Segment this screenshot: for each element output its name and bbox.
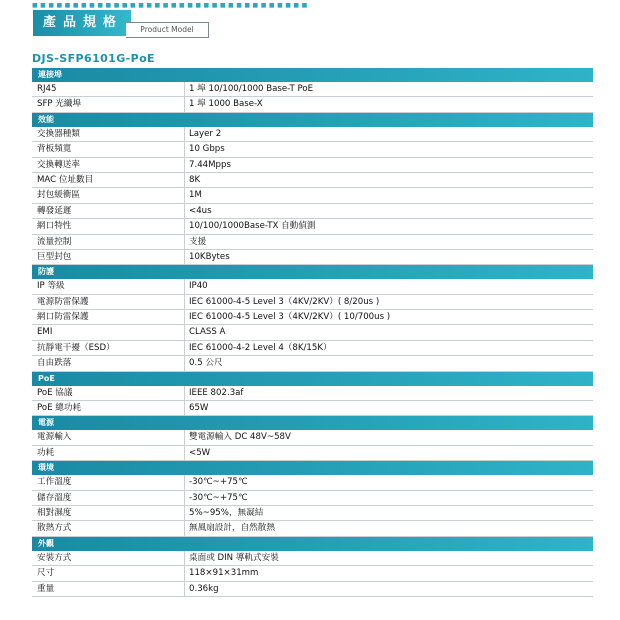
spec-row xyxy=(32,219,593,234)
spec-value: 65W xyxy=(189,403,209,414)
spec-row xyxy=(32,204,593,219)
spec-label: 儲存溫度 xyxy=(37,492,72,503)
column-divider xyxy=(184,127,185,141)
spec-label: 交換器種類 xyxy=(37,128,80,139)
section-header: 連接埠 xyxy=(32,68,593,82)
spec-row xyxy=(32,142,593,157)
spec-label: 電源防雷保護 xyxy=(37,296,89,307)
column-divider xyxy=(184,401,185,415)
spec-label: 散熱方式 xyxy=(37,523,72,534)
spec-label: 背板頻寬 xyxy=(37,144,72,155)
spec-row xyxy=(32,188,593,203)
column-divider xyxy=(184,551,185,565)
spec-row xyxy=(32,430,593,445)
spec-value: 0.36kg xyxy=(189,583,219,594)
spec-label: 重量 xyxy=(37,583,55,594)
model-name: DJS-SFP6101G-PoE xyxy=(32,52,155,65)
column-divider xyxy=(184,582,185,596)
spec-row xyxy=(32,127,593,142)
spec-value: Layer 2 xyxy=(189,128,222,139)
spec-label: 網口防雷保護 xyxy=(37,312,89,323)
spec-value: 118×91×31mm xyxy=(189,568,259,579)
spec-label: 自由跌落 xyxy=(37,358,72,369)
spec-row xyxy=(32,491,593,506)
column-divider xyxy=(184,566,185,580)
spec-label: SFP 光纖埠 xyxy=(37,99,82,110)
spec-row xyxy=(32,82,593,97)
spec-value: 1 埠 1000 Base-X xyxy=(189,99,263,110)
spec-value: 10KBytes xyxy=(189,251,230,262)
spec-row xyxy=(32,250,593,265)
spec-row xyxy=(32,566,593,581)
spec-label: 尺寸 xyxy=(37,568,55,579)
spec-value: 5%~95%，無凝結 xyxy=(189,507,264,518)
spec-row xyxy=(32,475,593,490)
spec-row xyxy=(32,506,593,521)
column-divider xyxy=(184,142,185,156)
spec-label: PoE 協議 xyxy=(37,387,73,398)
spec-label: 封包緩衝區 xyxy=(37,190,80,201)
column-divider xyxy=(184,475,185,489)
section-header: 環境 xyxy=(32,461,593,475)
section-header: 電源 xyxy=(32,416,593,430)
header-dots: ■■■■■■■■■■■■■■■■■■■■■■■■■■■■■■■■■■ xyxy=(32,2,310,9)
section-header: 效能 xyxy=(32,113,593,127)
spec-row xyxy=(32,582,593,597)
spec-label: 轉發延遲 xyxy=(37,205,72,216)
spec-row xyxy=(32,158,593,173)
column-divider xyxy=(184,173,185,187)
spec-label: MAC 位址數目 xyxy=(37,174,94,185)
spec-table xyxy=(32,68,593,597)
column-divider xyxy=(184,356,185,370)
section-header: 外觀 xyxy=(32,537,593,551)
spec-label: RJ45 xyxy=(37,84,57,94)
column-divider xyxy=(184,158,185,172)
spec-value: 支援 xyxy=(189,236,207,247)
column-divider xyxy=(184,521,185,535)
spec-row xyxy=(32,279,593,294)
column-divider xyxy=(184,310,185,324)
column-divider xyxy=(184,491,185,505)
spec-label: 相對濕度 xyxy=(37,507,72,518)
spec-row xyxy=(32,356,593,371)
spec-row xyxy=(32,386,593,401)
spec-value: 0.5 公尺 xyxy=(189,358,223,369)
column-divider xyxy=(184,279,185,293)
column-divider xyxy=(184,250,185,264)
column-divider xyxy=(184,386,185,400)
spec-value: -30℃~+75℃ xyxy=(189,492,248,503)
column-divider xyxy=(184,506,185,520)
spec-value: -30℃~+75℃ xyxy=(189,477,248,488)
spec-row xyxy=(32,325,593,340)
spec-label: 電源輸入 xyxy=(37,432,72,443)
spec-row xyxy=(32,446,593,461)
spec-row xyxy=(32,521,593,536)
column-divider xyxy=(184,82,185,96)
spec-label: 網口特性 xyxy=(37,221,72,232)
spec-value: <4us xyxy=(189,205,212,216)
spec-value: IEC 61000-4-5 Level 3（4KV/2KV）( 10/700us ) xyxy=(189,312,391,323)
spec-value: 雙電源輸入 DC 48V~58V xyxy=(189,432,291,443)
spec-label: 安裝方式 xyxy=(37,552,72,563)
spec-row xyxy=(32,310,593,325)
page-subtitle: Product Model xyxy=(126,22,209,38)
spec-row xyxy=(32,235,593,250)
spec-row xyxy=(32,295,593,310)
spec-label: PoE 總功耗 xyxy=(37,403,82,414)
spec-label: EMI xyxy=(37,327,53,338)
spec-row xyxy=(32,173,593,188)
spec-row xyxy=(32,97,593,112)
spec-value: <5W xyxy=(189,447,211,458)
spec-value: 10/100/1000Base-TX 自動偵測 xyxy=(189,221,316,232)
spec-label: 交換轉送率 xyxy=(37,159,80,170)
page-title: 產品規格 xyxy=(33,10,131,36)
spec-label: 抗靜電干擾（ESD） xyxy=(37,342,115,353)
column-divider xyxy=(184,446,185,460)
spec-row xyxy=(32,401,593,416)
section-header: 防護 xyxy=(32,265,593,279)
spec-value: 1M xyxy=(189,190,202,201)
column-divider xyxy=(184,204,185,218)
spec-label: 巨型封包 xyxy=(37,251,72,262)
spec-label: IP 等級 xyxy=(37,281,65,292)
section-header: PoE xyxy=(32,372,593,386)
spec-value: 7.44Mpps xyxy=(189,159,231,170)
spec-label: 工作溫度 xyxy=(37,477,72,488)
spec-value: 無風扇設計，自然散熱 xyxy=(189,523,275,534)
column-divider xyxy=(184,97,185,111)
spec-row xyxy=(32,551,593,566)
column-divider xyxy=(184,219,185,233)
spec-label: 流量控制 xyxy=(37,236,72,247)
column-divider xyxy=(184,235,185,249)
spec-value: CLASS A xyxy=(189,327,226,338)
column-divider xyxy=(184,341,185,355)
spec-value: 1 埠 10/100/1000 Base-T PoE xyxy=(189,84,314,94)
spec-value: 10 Gbps xyxy=(189,144,225,155)
spec-value: IEC 61000-4-2 Level 4（8K/15K） xyxy=(189,342,332,353)
column-divider xyxy=(184,430,185,444)
spec-value: 8K xyxy=(189,174,201,185)
spec-value: IP40 xyxy=(189,281,208,292)
spec-value: IEEE 802.3af xyxy=(189,387,244,398)
spec-value: IEC 61000-4-5 Level 3（4KV/2KV）( 8/20us ) xyxy=(189,296,380,307)
spec-row xyxy=(32,341,593,356)
column-divider xyxy=(184,295,185,309)
column-divider xyxy=(184,188,185,202)
spec-value: 桌面或 DIN 導軌式安裝 xyxy=(189,552,279,563)
spec-label: 功耗 xyxy=(37,447,55,458)
column-divider xyxy=(184,325,185,339)
